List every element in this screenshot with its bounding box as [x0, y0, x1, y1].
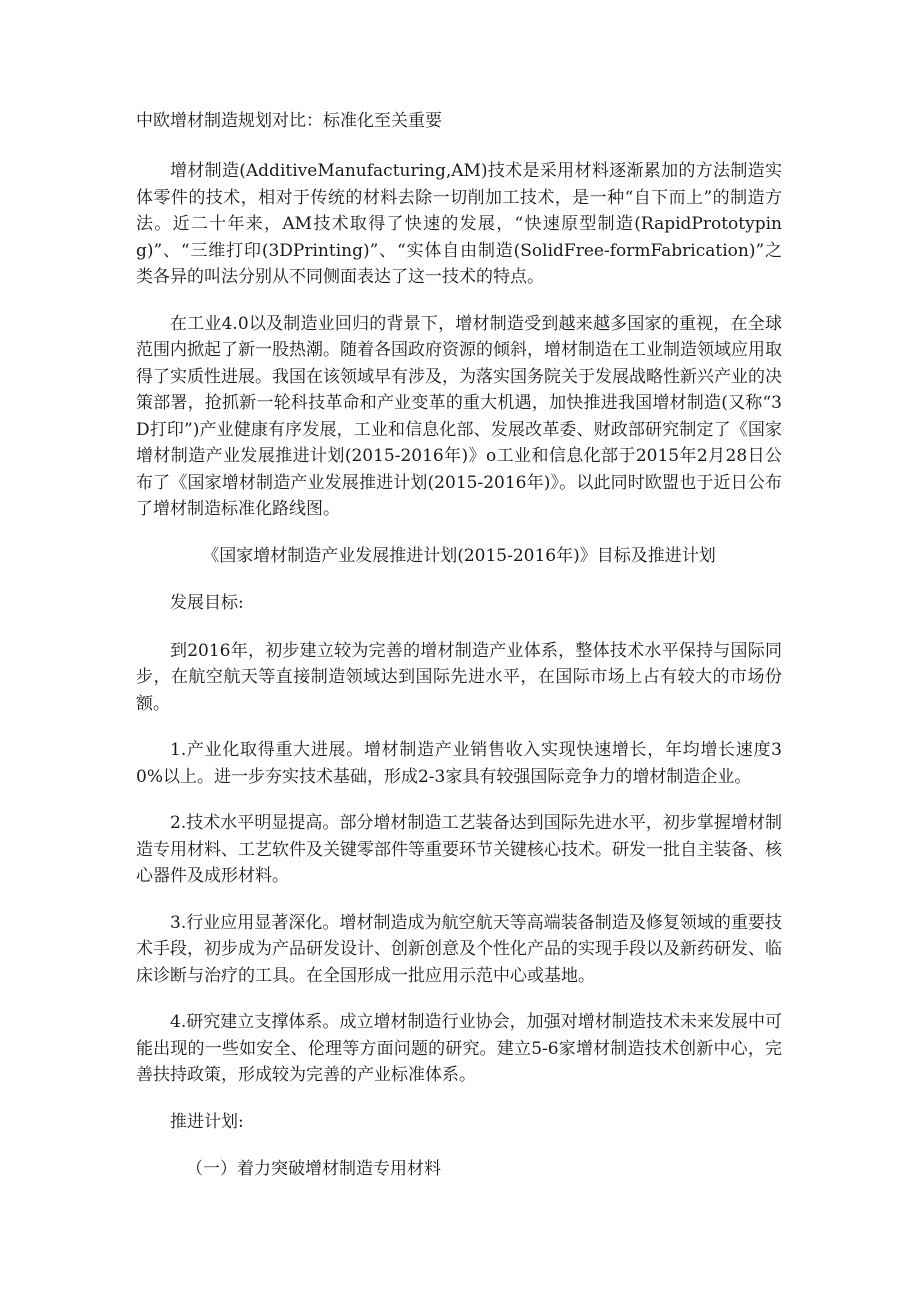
goal-item-1: 1.产业化取得重大进展。增材制造产业销售收入实现快速增长，年均增长速度30%以上。进一步夯实技术基础，形成2-3家具有较强国际竞争力的增材制造企业。 [136, 740, 782, 787]
goal-item-4: 4.研究建立支撑体系。成立增材制造行业协会，加强对增材制造技术未来发展中可能出现的一些如安全、伦理等方面问题的研究。建立5-6家增材制造技术创新中心，完善扶持政策，形成较为完善的产业标准体系。 [136, 1012, 782, 1085]
plan-item-1: （一）着力突破增材制造专用材料 [186, 1159, 441, 1179]
goal-item-2: 2.技术水平明显提高。部分增材制造工艺装备达到国际先进水平，初步掌握增材制造专用材料、工艺软件及关键零部件等重要环节关键核心技术。研发一批自主装备、核心器件及成形材料。 [136, 813, 782, 886]
goals-summary: 到2016年，初步建立较为完善的增材制造产业体系，整体技术水平保持与国际同步，在航空航天等直接制造领域达到国际先进水平，在国际市场上占有较大的市场份额。 [136, 640, 782, 714]
document-page [136, 108, 782, 1183]
goals-label: 发展目标: [170, 593, 244, 613]
article-title: 中欧增材制造规划对比：标准化至关重要 [136, 111, 442, 131]
intro-paragraph: 增材制造(AdditiveManufacturing,AM)技术是采用材料逐渐累加的方法制造实体零件的技术，相对于传统的材料去除一切削加工技术，是一种“自下而上”的制造方法。近二十年来，AM技术取得了快速的发展，“快速原型制造(RapidPrototyping)”、“三维打印(3DPrinting)”、“实体自由制造(SolidFree-formFabrication)”之类各异的叫法分别从不同侧面表达了这一技术的特点。 [136, 161, 782, 287]
section-heading: 《国家增材制造产业发展推进计划(2015-2016年)》目标及推进计划 [202, 545, 716, 566]
plan-label: 推进计划: [170, 1111, 244, 1132]
background-paragraph: 在工业4.0以及制造业回归的背景下，增材制造受到越来越多国家的重视，在全球范围内掀起了新一股热潮。随着各国政府资源的倾斜，增材制造在工业制造领域应用取得了实质性进展。我国在该领域早有涉及，为落实国务院关于发展战略性新兴产业的决策部署，抢抓新一轮科技革命和产业变革的重大机遇，加快推进我国增材制造(又称“3D打印”)产业健康有序发展，工业和信息化部、发展改革委、财政部研究制定了《国家增材制造产业发展推进计划(2015-2016年)》o工业和信息化部于2015年2月28日公布了《国家增材制造产业发展推进计划(2015-2016年)》。以此同时欧盟也于近日公布了增材制造标准化路线图。 [136, 313, 782, 519]
goal-item-3: 3.行业应用显著深化。增材制造成为航空航天等高端装备制造及修复领域的重要技术手段，初步成为产品研发设计、创新创意及个性化产品的实现手段以及新药研发、临床诊断与治疗的工具。在全国形成一批应用示范中心或基地。 [136, 912, 782, 986]
